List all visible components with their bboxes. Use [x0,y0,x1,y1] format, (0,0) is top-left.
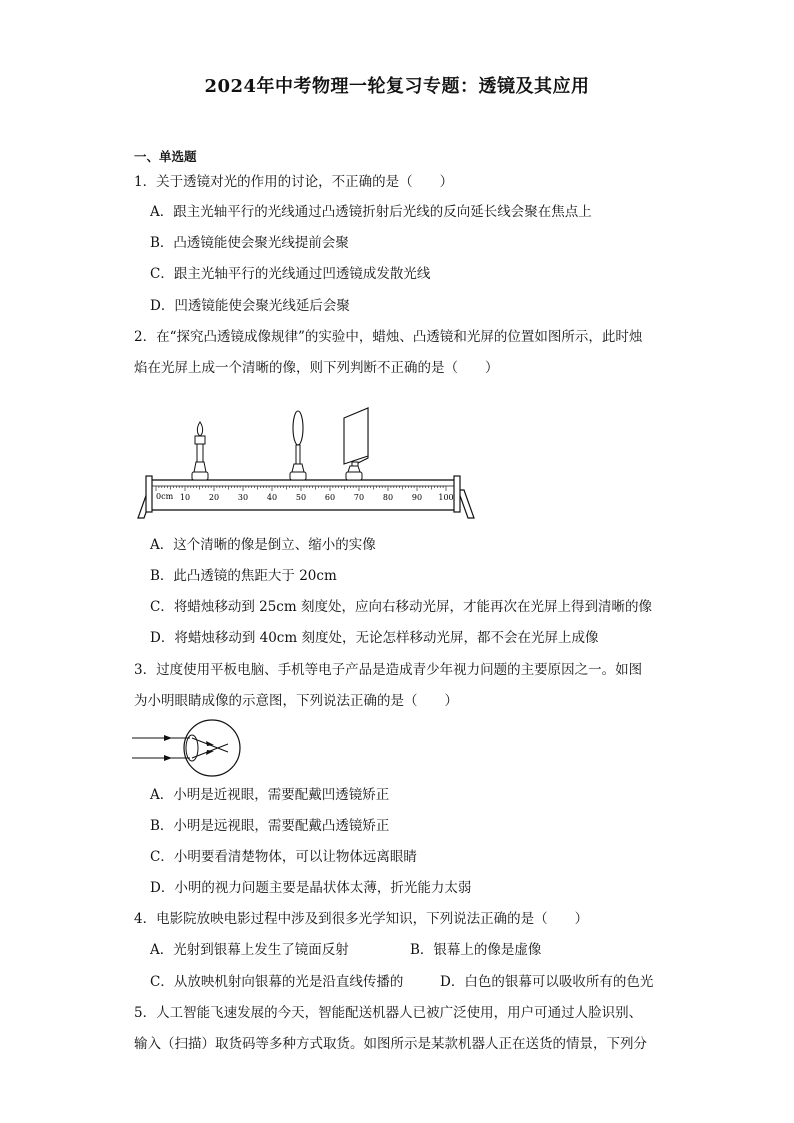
question-1-stem: 1．关于透镜对光的作用的讨论，不正确的是（ ） [134,174,454,190]
question-1-option-c: C．跟主光轴平行的光线通过凹透镜成发散光线 [150,266,431,282]
question-3-option-a: A．小明是近视眼，需要配戴凹透镜矫正 [150,787,390,803]
bench-right-end [454,476,460,512]
optical-bench-figure [128,404,480,524]
light-screen [344,408,368,480]
ruler-tick-label: 30 [237,493,249,502]
eye-diagram [130,718,255,780]
question-3-option-c: C．小明要看清楚物体，可以让物体远离眼睛 [150,849,417,865]
ruler-tick-label: 80 [382,493,394,502]
question-1-option-b: B．凸透镜能使会聚光线提前会聚 [150,235,349,251]
question-4-stem: 4．电影院放映电影过程中涉及到很多光学知识，下列说法正确的是（ ） [134,911,589,927]
question-5-stem-line-1: 5．人工智能飞速发展的今天，智能配送机器人已被广泛使用，用户可通过人脸识别、 [134,1005,643,1021]
question-3-option-b: B．小明是远视眼，需要配戴凸透镜矫正 [150,818,390,834]
question-4-option-b: B．银幕上的像是虚像 [410,942,542,958]
convex-lens [290,411,306,480]
question-4-option-a: A．光射到银幕上发生了镜面反射 [150,942,349,958]
section-heading: 一、单选题 [134,149,197,164]
ruler-tick-label: 90 [411,493,423,502]
ruler-tick-label: 50 [295,493,307,502]
question-3-stem-line-2: 为小明眼睛成像的示意图，下列说法正确的是（ ） [134,693,458,709]
ruler-tick-label: 60 [324,493,336,502]
question-2-stem-line-2: 焰在光屏上成一个清晰的像，则下列判断不正确的是（ ） [134,360,499,376]
ruler-tick-label: 10 [179,493,191,502]
question-2-option-c: C．将蜡烛移动到 25cm 刻度处，应向右移动光屏，才能再次在光屏上得到清晰的像 [150,599,652,615]
ruler-tick-label: 40 [266,493,278,502]
page-title: 2024年中考物理一轮复习专题：透镜及其应用 [204,76,590,97]
ruler-tick-label: 70 [353,493,365,502]
question-2-option-a: A．这个清晰的像是倒立、缩小的实像 [150,537,376,553]
question-5-stem-line-2: 输入（扫描）取货码等多种方式取货。如图所示是某款机器人正在送货的情景，下列分 [134,1036,647,1052]
question-2-option-d: D．将蜡烛移动到 40cm 刻度处，无论怎样移动光屏，都不会在光屏上成像 [150,630,599,646]
question-4-option-c: C．从放映机射向银幕的光是沿直线传播的 [150,974,404,990]
question-1-option-a: A．跟主光轴平行的光线通过凸透镜折射后光线的反向延长线会聚在焦点上 [150,204,592,220]
question-2-option-b: B．此凸透镜的焦距大于 20cm [150,568,337,584]
candle [192,422,208,480]
question-2-stem-line-1: 2．在“探究凸透镜成像规律”的实验中，蜡烛、凸透镜和光屏的位置如图所示，此时烛 [134,329,643,345]
bench-left-end [146,476,152,512]
question-1-option-d: D．凹透镜能使会聚光线延后会聚 [150,298,350,314]
question-3-stem-line-1: 3．过度使用平板电脑、手机等电子产品是造成青少年视力问题的主要原因之一。如图 [134,662,643,678]
scale-unit-label: 0cm [156,492,174,501]
ruler-tick-label: 20 [208,493,220,502]
question-3-option-d: D．小明的视力问题主要是晶状体太薄，折光能力太弱 [150,880,472,896]
question-4-option-d: D．白色的银幕可以吸收所有的色光 [440,974,654,990]
ruler-tick-label: 100 [438,493,454,502]
